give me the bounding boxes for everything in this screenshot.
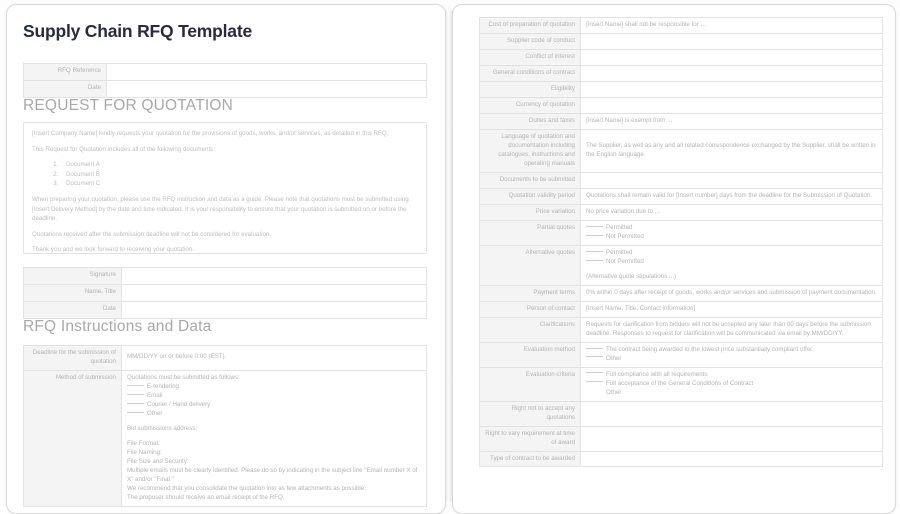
row-value[interactable]: 0% within 0 days after receipt of goods, works and/or services and submission of payment documentation. bbox=[581, 285, 883, 301]
method-detail-lines bbox=[127, 440, 421, 503]
intro-paragraph-3: When preparing your quotation, please use the RFQ instruction and data as a guide. Please note that quotations must be submitted using [Insert Delivery Method] by the date and time indicated. It is your responsibility to ensure that your quotation is submitted on or before the deadline. bbox=[32, 196, 409, 223]
row-label: Payment terms bbox=[480, 285, 581, 301]
signature-table bbox=[23, 267, 427, 319]
checkbox-option[interactable]: Other bbox=[586, 355, 877, 364]
row-label: Documents to be submitted bbox=[480, 172, 581, 188]
method-detail-line: The proposer should receive an email receipt of the RFQ. bbox=[127, 493, 285, 501]
blank-line-icon[interactable] bbox=[586, 260, 603, 261]
list-item: 3. Document C bbox=[60, 179, 418, 189]
blank-line-icon[interactable] bbox=[586, 356, 603, 357]
checkbox-option[interactable]: Email bbox=[127, 392, 421, 401]
row-value[interactable] bbox=[107, 81, 427, 98]
row-value[interactable] bbox=[581, 49, 883, 65]
blank-line-icon[interactable] bbox=[127, 394, 144, 395]
row-label: Partial quotes bbox=[480, 220, 581, 245]
row-value[interactable] bbox=[581, 33, 883, 49]
checkbox-option[interactable]: Not Permitted bbox=[586, 233, 877, 242]
table-row bbox=[24, 64, 427, 81]
row-value[interactable]: Requests for clarification from bidders will not be accepted any later than 00 days before the submission deadline. Responses to request for clarification will be communicated via email by MM/DD/YY. bbox=[581, 317, 883, 342]
blank-line-icon[interactable] bbox=[586, 251, 603, 252]
row-label: Price variation bbox=[480, 204, 581, 220]
empty-cell[interactable] bbox=[586, 86, 877, 93]
table-row bbox=[24, 370, 427, 506]
table-row bbox=[480, 129, 883, 172]
table-row bbox=[480, 204, 883, 220]
row-label: Cost of preparation of quotation bbox=[480, 18, 581, 34]
empty-cell[interactable] bbox=[586, 435, 877, 442]
row-label: Type of contract to be awarded bbox=[480, 451, 581, 467]
row-label: RFQ Reference bbox=[24, 64, 107, 81]
row-label: Method of submission bbox=[24, 370, 122, 506]
row-label: Person of contact bbox=[480, 301, 581, 317]
row-label: Eligibility bbox=[480, 81, 581, 97]
document-page-right bbox=[452, 4, 896, 514]
document-page-left bbox=[6, 4, 446, 514]
method-option-list[interactable] bbox=[127, 383, 421, 419]
table-row bbox=[480, 220, 883, 245]
checkbox-option[interactable]: Permitted bbox=[586, 249, 877, 258]
row-value[interactable]: Quotations shall remain valid for [Insert number] days from the deadline for the Submission of Quotation. bbox=[581, 188, 883, 204]
table-row bbox=[480, 342, 883, 367]
row-value[interactable] bbox=[122, 268, 427, 285]
page-title: Supply Chain RFQ Template bbox=[23, 21, 253, 41]
row-label: Alternative quotes bbox=[480, 245, 581, 285]
checkbox-option[interactable]: E-tendering bbox=[127, 383, 421, 392]
table-row bbox=[480, 367, 883, 401]
checkbox-option[interactable]: Courier / Hand delivery bbox=[127, 401, 421, 410]
blank-line-icon[interactable] bbox=[586, 235, 603, 236]
empty-cell[interactable] bbox=[586, 177, 877, 184]
method-detail-line: Multiple emails must be clearly identified. Please do so by indicating in the subject line "Email number X of X" and/or "Final." bbox=[127, 466, 418, 483]
row-label: Conflict of interest bbox=[480, 49, 581, 65]
rfq-reference-table bbox=[23, 63, 427, 98]
table-row bbox=[24, 285, 427, 302]
row-label: Signature bbox=[24, 268, 122, 285]
rfq-intro-box bbox=[23, 122, 427, 254]
blank-line-icon[interactable] bbox=[586, 372, 603, 373]
row-label: Currency of quotation bbox=[480, 97, 581, 113]
intro-paragraph-2: This Request for Quotation includes all of the following documents: bbox=[32, 145, 215, 153]
row-value[interactable]: [Insert Name, Title, Contact information] bbox=[581, 301, 883, 317]
row-label: General conditions of contract bbox=[480, 65, 581, 81]
checkbox-option[interactable]: Other bbox=[606, 388, 622, 396]
row-label: Evaluation method bbox=[480, 342, 581, 367]
empty-cell[interactable] bbox=[586, 410, 877, 417]
table-row bbox=[480, 172, 883, 188]
row-value[interactable] bbox=[122, 370, 427, 506]
method-detail-line: File Naming: bbox=[127, 448, 162, 456]
empty-cell[interactable] bbox=[586, 38, 877, 45]
row-value[interactable] bbox=[581, 65, 883, 81]
row-value[interactable] bbox=[581, 245, 883, 285]
row-value[interactable]: [Insert Name] is exempt from ... bbox=[581, 113, 883, 129]
row-value[interactable] bbox=[581, 451, 883, 467]
row-label: Date bbox=[24, 302, 122, 319]
table-row bbox=[480, 317, 883, 342]
intro-paragraph-1: [Insert Company Name] kindly requests your quotation for the provisions of goods, works, and/or services, as detailed in this RFQ. bbox=[32, 130, 389, 137]
empty-cell[interactable] bbox=[586, 70, 877, 77]
row-value[interactable] bbox=[107, 64, 427, 81]
row-value[interactable] bbox=[581, 172, 883, 188]
table-row bbox=[480, 65, 883, 81]
row-value[interactable] bbox=[122, 302, 427, 319]
row-label: Date bbox=[24, 81, 107, 98]
intro-paragraph-4: Quotations received after the submission deadline will not be considered for evaluation. bbox=[32, 230, 272, 238]
blank-line-icon[interactable] bbox=[127, 385, 144, 386]
table-row bbox=[480, 97, 883, 113]
table-row bbox=[24, 81, 427, 98]
table-row bbox=[24, 346, 427, 371]
method-intro: Quotations must be submitted as follows: bbox=[127, 373, 240, 381]
row-value[interactable] bbox=[581, 81, 883, 97]
blank-line-icon[interactable] bbox=[127, 403, 144, 404]
row-label: Evaluation criteria bbox=[480, 367, 581, 401]
rfq-instructions-heading: RFQ Instructions and Data bbox=[23, 318, 212, 335]
row-label: Deadline for the submission of quotation bbox=[24, 346, 122, 371]
table-row bbox=[480, 188, 883, 204]
row-value[interactable] bbox=[581, 342, 883, 367]
intro-paragraph-5: Thank you and we look forward to receiving your quotation. bbox=[32, 246, 194, 254]
row-note: (Alternative quote stipulations ...) bbox=[586, 272, 677, 280]
method-detail-line: File Size and Security: bbox=[127, 457, 189, 465]
table-row bbox=[480, 245, 883, 285]
request-for-quotation-heading: REQUEST FOR QUOTATION bbox=[23, 97, 234, 114]
table-row bbox=[480, 301, 883, 317]
empty-cell[interactable] bbox=[586, 102, 877, 109]
bid-address-label: Bid submissions address: bbox=[127, 424, 198, 432]
row-value[interactable] bbox=[122, 285, 427, 302]
method-detail-line: File Format: bbox=[127, 439, 161, 447]
row-label: Quotation validity period bbox=[480, 188, 581, 204]
table-row bbox=[24, 268, 427, 285]
table-row bbox=[480, 49, 883, 65]
table-row bbox=[480, 33, 883, 49]
rfq-instructions-table bbox=[23, 345, 427, 507]
empty-cell[interactable] bbox=[586, 455, 877, 462]
row-value[interactable]: [Insert Name] shall not be responsible for ... bbox=[581, 18, 883, 34]
row-label: Language of quotation and documentation including catalogues, instructions and operating manuals bbox=[480, 129, 581, 172]
row-label: Supplier code of conduct bbox=[480, 33, 581, 49]
list-item: 1. Document A bbox=[60, 160, 418, 170]
rfq-conditions-table bbox=[479, 17, 883, 467]
row-value[interactable]: The Supplier, as well as any and all related correspondence exchanged by the Supplier, shall be written in the English language. bbox=[581, 129, 883, 172]
blank-line-icon[interactable] bbox=[586, 348, 603, 349]
row-value[interactable] bbox=[581, 97, 883, 113]
list-item: 2. Document B bbox=[60, 170, 418, 180]
empty-cell[interactable] bbox=[586, 54, 877, 61]
row-value[interactable] bbox=[581, 367, 883, 401]
table-row bbox=[480, 426, 883, 451]
checkbox-option[interactable]: Full acceptance of the General Conditions of Contract bbox=[586, 380, 877, 389]
row-value[interactable] bbox=[581, 426, 883, 451]
table-row bbox=[480, 285, 883, 301]
checkbox-option[interactable]: Not Permitted bbox=[586, 258, 877, 267]
checkbox-option[interactable]: Other bbox=[127, 410, 421, 419]
table-row bbox=[480, 113, 883, 129]
checkbox-option[interactable]: Full compliance with all requirements bbox=[586, 371, 877, 380]
document-list bbox=[32, 160, 418, 189]
row-value[interactable]: No price variation due to ... bbox=[581, 204, 883, 220]
table-row bbox=[480, 401, 883, 426]
table-row bbox=[24, 302, 427, 319]
row-label: Right not to accept any quotations bbox=[480, 401, 581, 426]
checkbox-option[interactable]: Permitted bbox=[586, 224, 877, 233]
row-label: Duties and taxes bbox=[480, 113, 581, 129]
checkbox-option[interactable]: The contract being awarded to the lowest price substantially compliant offer. bbox=[586, 346, 877, 355]
blank-line-icon[interactable] bbox=[127, 412, 144, 413]
row-label: Right to vary requirement at time of award bbox=[480, 426, 581, 451]
row-value[interactable] bbox=[581, 401, 883, 426]
row-label: Clarifications bbox=[480, 317, 581, 342]
table-row bbox=[480, 81, 883, 97]
row-label: Name, Title bbox=[24, 285, 122, 302]
table-row bbox=[480, 18, 883, 34]
blank-line-icon[interactable] bbox=[586, 381, 603, 382]
method-detail-line: We recommend that you consolidate the quotation into as few attachments as possible. bbox=[127, 484, 366, 492]
blank-line-icon[interactable] bbox=[586, 226, 603, 227]
row-value[interactable]: MM/DD/YY on or before 0:00 (EST). bbox=[122, 346, 427, 371]
row-value[interactable] bbox=[581, 220, 883, 245]
table-row bbox=[480, 451, 883, 467]
